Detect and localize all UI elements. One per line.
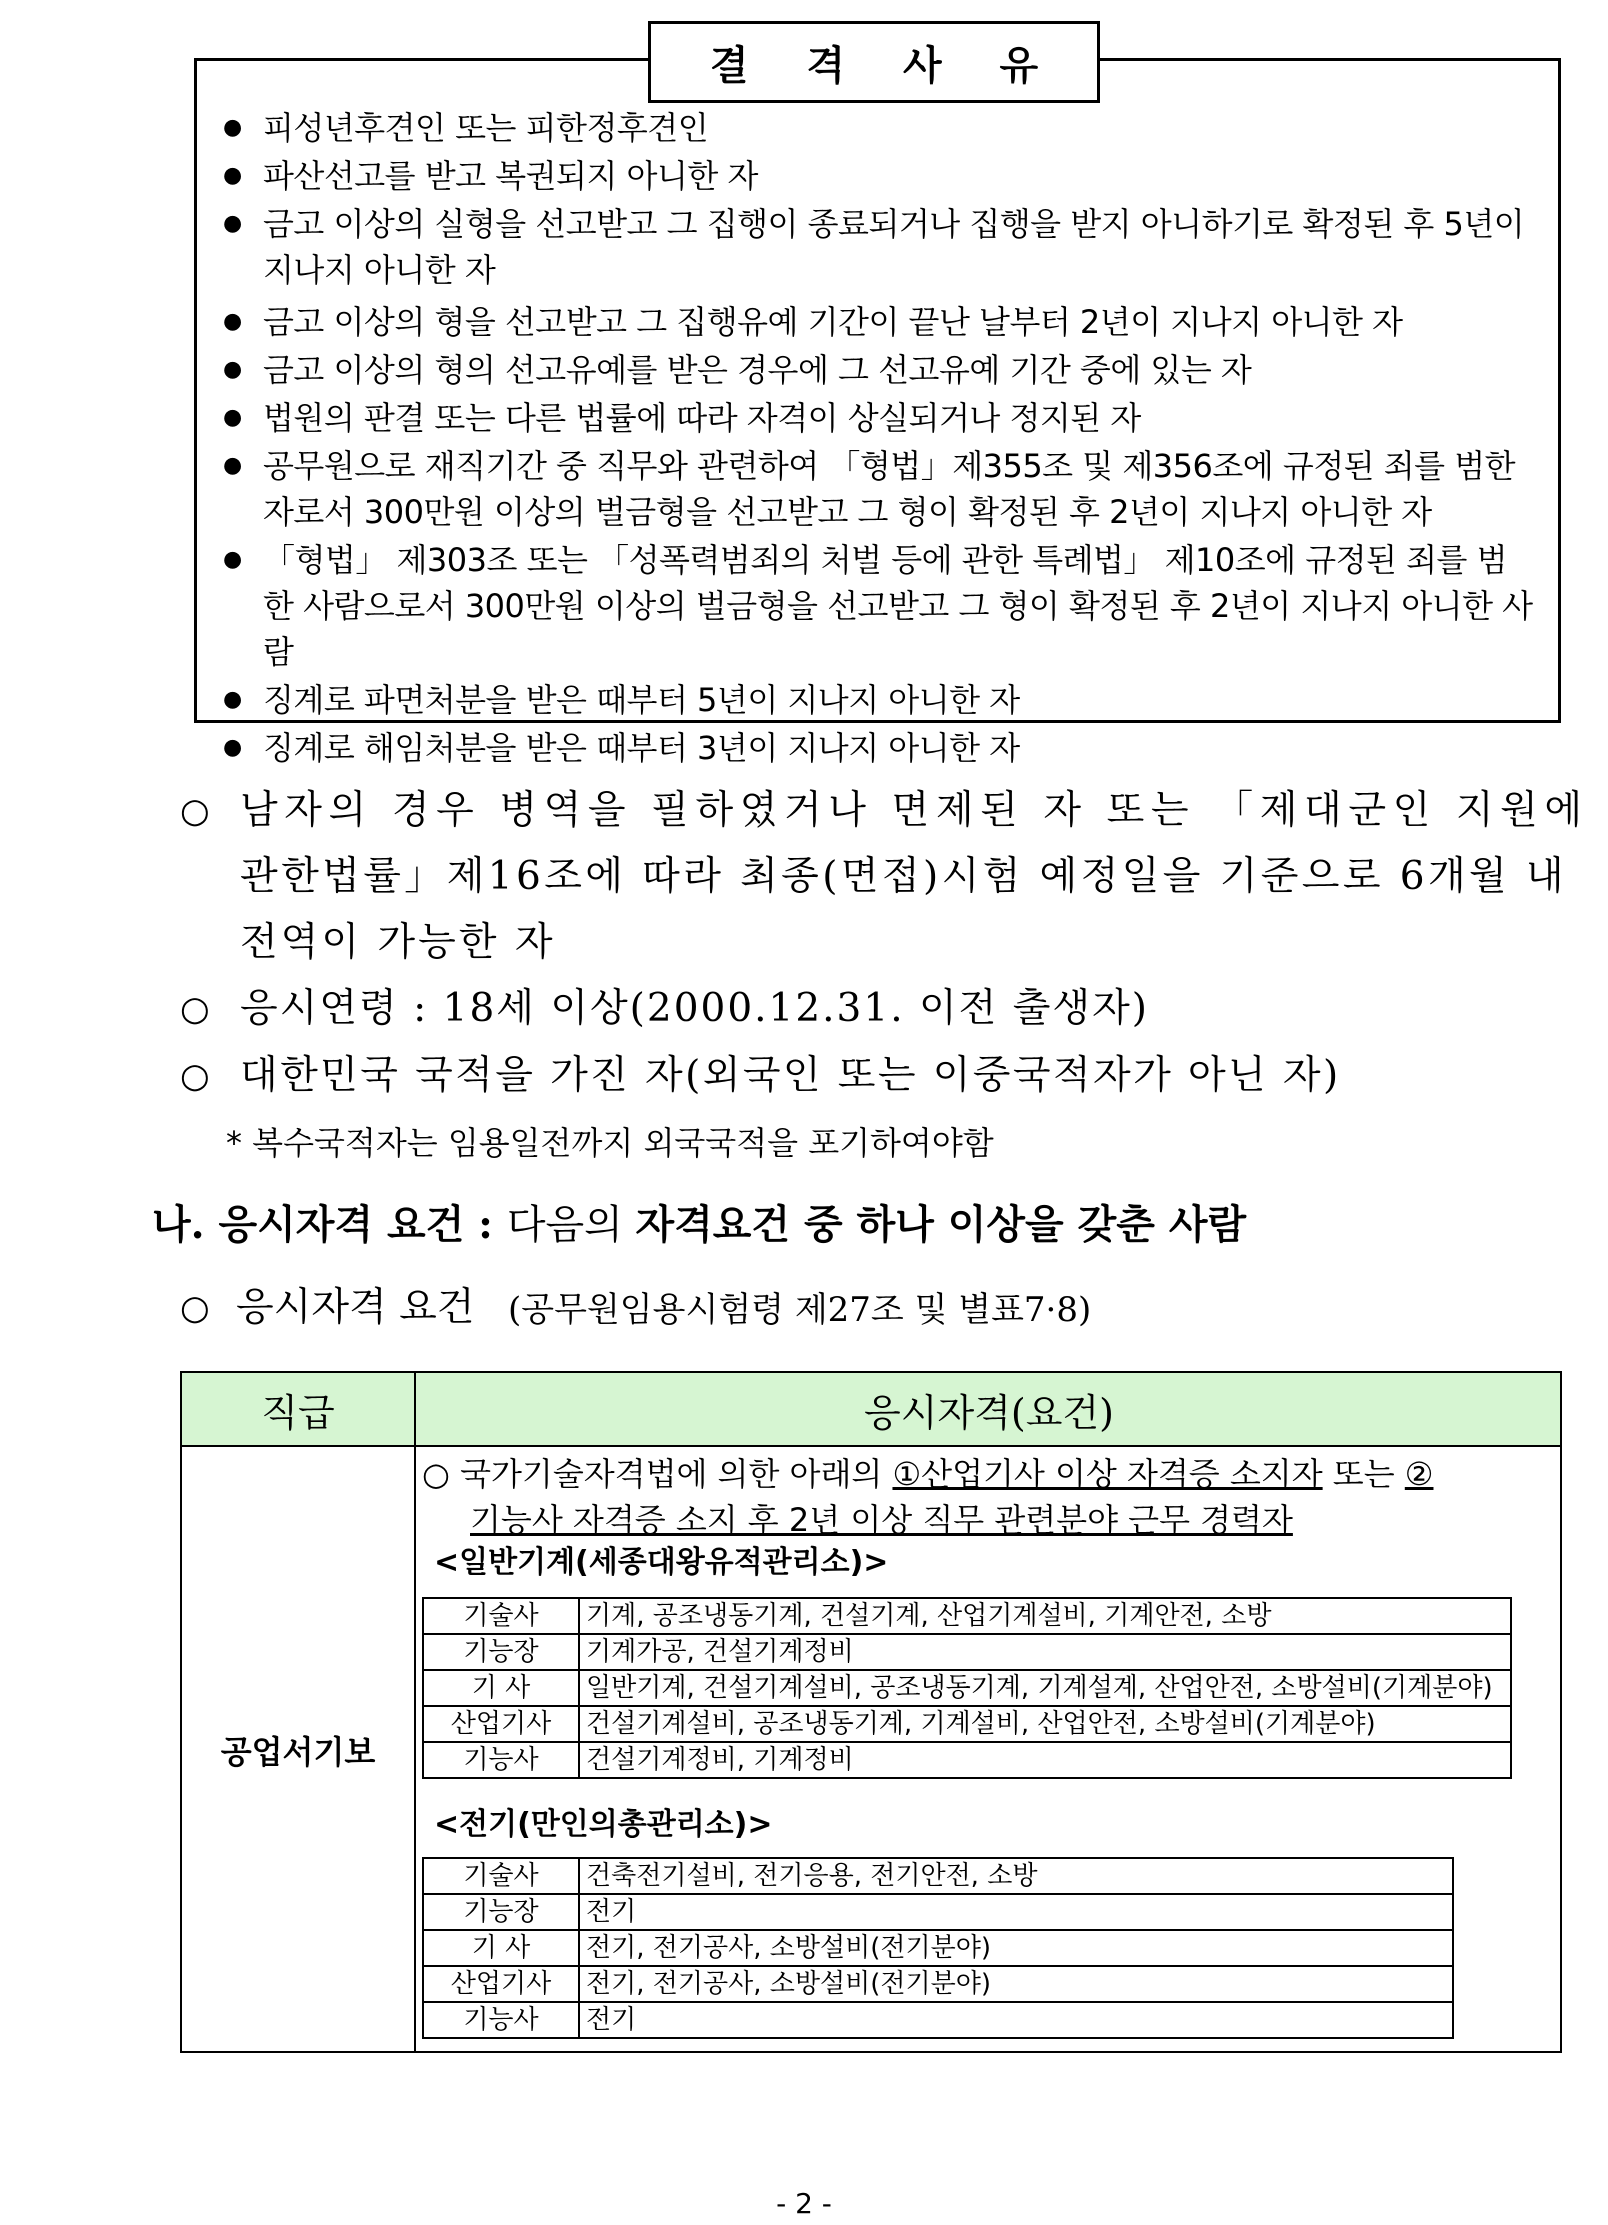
table-row: [423, 1894, 1453, 1930]
qualification-main: 응시자격 요건: [236, 1285, 475, 1330]
cert-grade: 기 사: [423, 1930, 579, 1966]
circle-bullet: ○: [180, 1056, 210, 1096]
military-line-2: 관한법률」제16조에 따라 최종(면접)시험 예정일을 기준으로 6개월 내: [240, 854, 1567, 899]
cert-grade: 기 사: [423, 1670, 579, 1706]
qualification-sub: (공무원임용시험령 제27조 및 별표7·8): [508, 1290, 1092, 1330]
table-row: [423, 1858, 1453, 1894]
military-line-3: 전역이 가능한 자: [240, 920, 556, 965]
section-heading: [152, 1192, 1246, 1258]
cert-grade: 기능사: [423, 1742, 579, 1778]
table-row: [423, 2002, 1453, 2038]
list-item: ● 「형법」 제303조 또는 「성폭력범죄의 처벌 등에 관한 특례법」 제10조에 규정된 죄를 범한 사람으로서 300만원 이상의 벌금형을 선고받고 그 형이 확정된 후 2년이 지나지 아니한 사람: [197, 537, 1537, 675]
mechanical-cert-table: [422, 1597, 1512, 1779]
circle-bullet: ○: [180, 791, 210, 831]
cert-fields: 전기, 전기공사, 소방설비(전기분야): [579, 1966, 1453, 2002]
req-text-underlined: ①산업기사 이상 자격증 소지자: [892, 1455, 1323, 1493]
list-item: ● 금고 이상의 형을 선고받고 그 집행유예 기간이 끝난 날부터 2년이 지나지 아니한 자: [197, 299, 1537, 345]
cert-fields: 기계, 공조냉동기계, 건설기계, 산업기계설비, 기계안전, 소방: [579, 1598, 1511, 1634]
list-item: ● 피성년후견인 또는 피한정후견인: [197, 105, 1537, 151]
table-row: [423, 1930, 1453, 1966]
nationality-text: 대한민국 국적을 가진 자(외국인 또는 이중국적자가 아닌 자): [240, 1053, 1341, 1098]
table-row: [423, 1706, 1511, 1742]
cert-grade: 산업기사: [423, 1706, 579, 1742]
requirement-text: [422, 1451, 1552, 1543]
cert-fields: 건축전기설비, 전기응용, 전기안전, 소방: [579, 1858, 1453, 1894]
cert-grade: 기능장: [423, 1634, 579, 1670]
cert-fields: 전기: [579, 2002, 1453, 2038]
disqualification-box: [194, 58, 1561, 767]
table-row: [423, 1966, 1453, 2002]
column-divider: [414, 1373, 416, 2051]
table-row: [423, 1598, 1511, 1634]
list-item: ● 금고 이상의 실형을 선고받고 그 집행이 종료되거나 집행을 받지 아니하기로 확정된 후 5년이 지나지 아니한 자: [197, 201, 1537, 293]
cert-fields: 기계가공, 건설기계정비: [579, 1634, 1511, 1670]
req-text-line-2: 기능사 자격증 소지 후 2년 이상 직무 관련분야 근무 경력자: [470, 1501, 1293, 1539]
req-text-b: 또는: [1322, 1455, 1405, 1493]
req-text-underlined-2: ②: [1404, 1455, 1434, 1493]
cert-fields: 전기: [579, 1894, 1453, 1930]
disqualification-list: [197, 105, 1537, 773]
age-text: 응시연령 : 18세 이상(2000.12.31. 이전 출생자): [240, 986, 1149, 1031]
disqualification-title: 결 격 사 유: [648, 21, 1100, 103]
header-requirement: 응시자격(요건): [864, 1390, 1114, 1435]
group-title-mechanical: <일반기계(세종대왕유적관리소)>: [434, 1545, 889, 1580]
req-text-a: ○ 국가기술자격법에 의한 아래의: [422, 1455, 893, 1493]
section-bold: 자격요건 중 하나 이상을 갖춘 사람: [635, 1201, 1247, 1248]
dual-nationality-note: * 복수국적자는 임용일전까지 외국국적을 포기하여야함: [226, 1124, 994, 1162]
electrical-cert-table: [422, 1857, 1454, 2039]
list-item: ● 공무원으로 재직기간 중 직무와 관련하여 「형법」제355조 및 제356조에 규정된 죄를 범한 자로서 300만원 이상의 벌금형을 선고받고 그 형이 확정된 후 2년이 지나지 아니한 자: [197, 443, 1537, 535]
grade-cell: 공업서기보: [220, 1733, 376, 1771]
cert-fields: 건설기계정비, 기계정비: [579, 1742, 1511, 1778]
cert-grade: 기술사: [423, 1598, 579, 1634]
cert-grade: 기능사: [423, 2002, 579, 2038]
table-row: [423, 1670, 1511, 1706]
cert-grade: 산업기사: [423, 1966, 579, 2002]
table-row: [423, 1634, 1511, 1670]
cert-fields: 일반기계, 건설기계설비, 공조냉동기계, 기계설계, 산업안전, 소방설비(기계분야): [579, 1670, 1511, 1706]
header-grade: 직급: [261, 1390, 335, 1435]
cert-fields: 건설기계설비, 공조냉동기계, 기계설비, 산업안전, 소방설비(기계분야): [579, 1706, 1511, 1742]
military-line-1: 남자의 경우 병역을 필하였거나 면제된 자 또는 「제대군인 지원에: [240, 788, 1589, 833]
group-title-electrical: <전기(만인의총관리소)>: [434, 1807, 773, 1842]
list-item: ● 징계로 해임처분을 받은 때부터 3년이 지나지 아니한 자: [197, 725, 1537, 771]
cert-grade: 기능장: [423, 1894, 579, 1930]
section-prefix: 나. 응시자격 요건 :: [152, 1201, 507, 1248]
list-item: ● 징계로 파면처분을 받은 때부터 5년이 지나지 아니한 자: [197, 677, 1537, 723]
qualification-table: [180, 1371, 1562, 2053]
cert-grade: 기술사: [423, 1858, 579, 1894]
list-item: ● 금고 이상의 형의 선고유예를 받은 경우에 그 선고유예 기간 중에 있는 자: [197, 347, 1537, 393]
page-number: - 2 -: [776, 2187, 832, 2220]
cert-fields: 전기, 전기공사, 소방설비(전기분야): [579, 1930, 1453, 1966]
circle-bullet: ○: [180, 1288, 210, 1328]
section-middle: 다음의: [506, 1202, 636, 1248]
list-item: ● 법원의 판결 또는 다른 법률에 따라 자격이 상실되거나 정지된 자: [197, 395, 1537, 441]
table-row: [423, 1742, 1511, 1778]
list-item: ● 파산선고를 받고 복권되지 아니한 자: [197, 153, 1537, 199]
circle-bullet: ○: [180, 989, 210, 1029]
